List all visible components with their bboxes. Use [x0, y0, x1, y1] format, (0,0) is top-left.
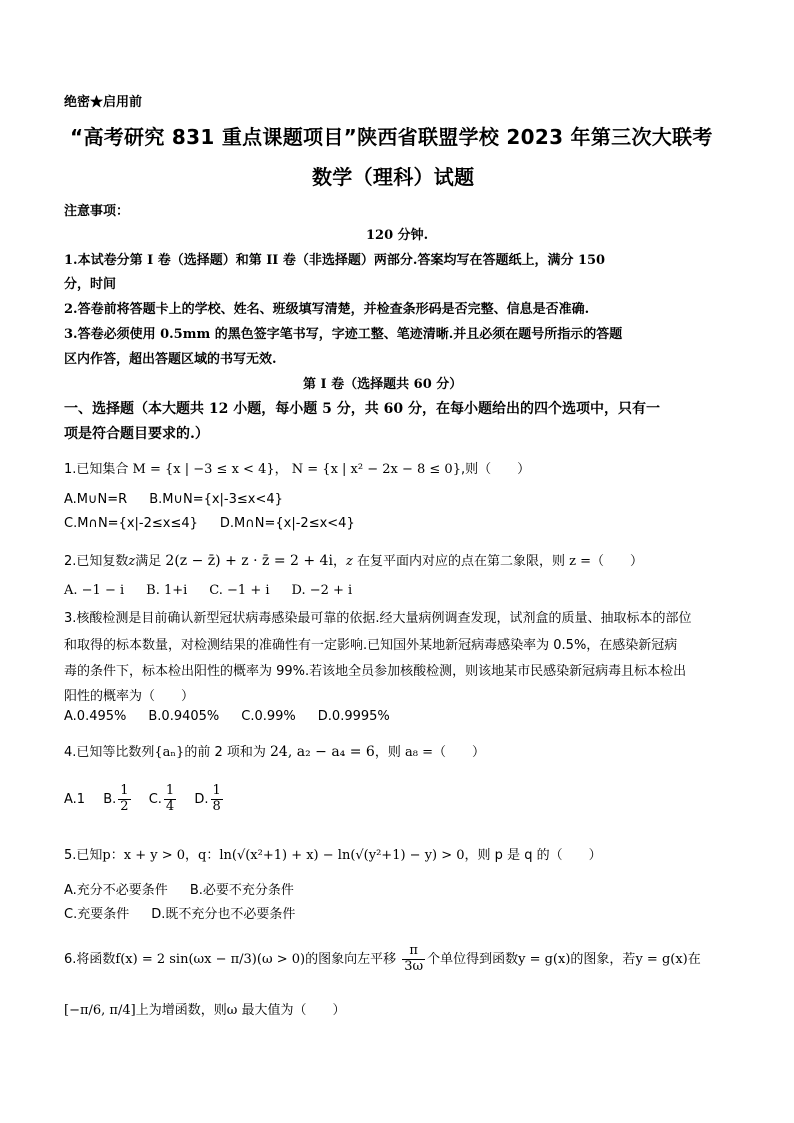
q4-seq: {aₙ}	[154, 745, 185, 760]
q4-option-d-label: D.	[194, 791, 209, 807]
q2-ask: z =（ ）	[569, 554, 643, 569]
q1-option-c: C.M∩N={x|-2≤x≤4}	[64, 516, 198, 531]
q6-shift-den: 3ω	[404, 958, 424, 974]
q4-option-d-frac	[211, 784, 223, 815]
q6-stem-mid4: 在	[687, 951, 701, 967]
notes-item-1a: 1.本试卷分第 I 卷（选择题）和第 II 卷（非选择题）两部分.答案均写在答题纸上，满分 150	[64, 253, 606, 268]
q3-option-a: A.0.495%	[64, 709, 127, 724]
q5-q: q：ln(√(x²+1) + x) − ln(√(y²+1) − y) > 0	[198, 848, 465, 863]
q3-option-c: C.0.99%	[241, 709, 296, 724]
q4-option-d	[194, 784, 224, 815]
q6-gfunc2: y = g(x)	[635, 951, 688, 967]
q5-option-d: D.既不充分也不必要条件	[151, 907, 296, 922]
confidential-label: 绝密★启用前	[64, 95, 143, 110]
section-heading-a: 一、选择题（本大题共 12 小题，每小题 5 分，共 60 分，在每小题给出的四个选项中，只有一	[64, 401, 660, 417]
q4-stem-post: ，则	[374, 745, 401, 760]
q4-option-a: A.1	[64, 791, 86, 807]
q3-option-d: D.0.9995%	[317, 709, 390, 724]
exam-subtitle: 数学（理科）试题	[312, 165, 475, 189]
notes-item-1b: 分，时间	[64, 277, 117, 292]
q4-option-c-label: C.	[148, 791, 162, 807]
notes-item-3a: 3.答卷必须使用 0.5mm 的黑色签字笔书写，字迹工整、笔迹清晰.并且必须在题号所指示的答题	[64, 327, 623, 342]
q5-option-b: B.必要不充分条件	[189, 883, 294, 898]
question-3-line-2: 和取得的标本数量，对检测结果的准确性有一定影响.已知国外某地新冠病毒感染率为 0.5%，在感染新冠病	[64, 638, 678, 653]
question-2-stem: 2.已知复数z满足 2(z − z̄) + z · z̄ = 2 + 4i，z 在复平面内对应的点在第二象限，则 z =（ ）	[64, 553, 643, 569]
q6-stem-mid3: 的图象，若	[570, 951, 636, 967]
q2-stem-mid: 满足	[135, 554, 162, 569]
notes-heading: 注意事项：	[64, 204, 130, 219]
q2-var: z	[128, 554, 136, 569]
q2-equation: 2(z − z̄) + z · z̄ = 2 + 4i	[165, 553, 333, 569]
question-1-options-row2	[64, 516, 377, 531]
q2-option-d: D. −2 + i	[291, 583, 353, 598]
q2-stem-pre: 2.已知复数	[64, 554, 129, 569]
q1-set-n: N = {x | x² − 2x − 8 ≤ 0}	[291, 462, 461, 477]
q6-stem-post: 上为增函数，则	[135, 1003, 227, 1018]
q2-option-a: A. −1 − i	[64, 583, 125, 598]
q6-func: f(x) = 2 sin(ωx − π/3)(ω > 0)	[115, 951, 306, 967]
q1-option-a: A.M∪N=R	[64, 492, 128, 507]
q5-option-c: C.充要条件	[64, 907, 130, 922]
q6-stem-pre: 6.将函数	[64, 951, 116, 967]
q4-option-c-frac	[164, 784, 176, 815]
question-3-line-1: 3.核酸检测是目前确认新型冠状病毒感染最可靠的依据.经大量病例调查发现，试剂盒的质量、抽取标本的部位	[64, 611, 692, 626]
section-heading-b: 项是符合题目要求的.）	[64, 426, 209, 442]
question-2-options	[64, 583, 374, 598]
question-5-options-row2	[64, 903, 317, 922]
q5-stem-post: ，则 p 是 q 的（ ）	[464, 848, 602, 863]
question-6-stem-line1	[64, 944, 701, 975]
q1-stem-post: ,则（ ）	[460, 462, 531, 477]
question-3-line-3: 毒的条件下，标本检出阳性的概率为 99%.若该地全员参加核酸检测，则该地某市民感染新冠病毒且标本检出	[64, 664, 687, 679]
exam-title: “高考研究 831 重点课题项目”陕西省联盟学校 2023 年第三次大联考	[70, 125, 713, 149]
question-1-options-row1	[64, 492, 305, 507]
q4-d-num: 1	[212, 783, 221, 798]
q4-option-c	[149, 784, 179, 815]
q6-shift-frac	[402, 944, 425, 975]
q4-ask: a₈ =（ ）	[404, 745, 485, 760]
q2-stem-post: 在复平面内对应的点在第二象限，则	[356, 554, 565, 569]
q1-option-b: B.M∪N={x|-3≤x<4}	[149, 492, 283, 507]
q5-option-a: A.充分不必要条件	[64, 883, 168, 898]
q4-c-num: 1	[165, 783, 175, 798]
q2-stem-mid2: ，	[332, 554, 346, 569]
q4-option-b-label: B.	[103, 791, 117, 807]
question-6-stem-line2	[64, 999, 345, 1018]
q2-option-b: B. 1+i	[146, 583, 188, 598]
q4-c-den: 4	[165, 798, 175, 814]
notes-item-3b: 区内作答，超出答题区域的书写无效.	[64, 352, 277, 367]
q4-b-num: 1	[120, 783, 129, 798]
q4-b-den: 2	[120, 798, 129, 814]
question-5-stem: 5.已知p：x + y > 0，q：ln(√(x²+1) + x) − ln(√(y²+1) − y) > 0，则 p 是 q 的（ ）	[64, 848, 602, 863]
q1-stem-pre: 1.已知集合	[64, 462, 129, 477]
q3-option-b: B.0.9405%	[148, 709, 220, 724]
q5-stem-pre: 5.已知	[64, 848, 103, 863]
notes-time: 120 分钟.	[366, 228, 429, 243]
q4-option-b-frac	[118, 784, 130, 815]
question-4-options	[64, 784, 225, 815]
q1-option-d: D.M∩N={x|-2≤x<4}	[219, 516, 355, 531]
part-heading: 第 I 卷（选择题共 60 分）	[303, 377, 463, 392]
q5-p: p：x + y > 0	[102, 848, 185, 863]
q4-d-den: 8	[212, 798, 221, 814]
q4-stem-mid: 的前 2 项和为	[184, 745, 266, 760]
question-4-stem	[64, 741, 485, 760]
question-3-line-4: 阳性的概率为（ ）	[64, 689, 195, 704]
q6-stem-mid2: 个单位得到函数	[427, 951, 519, 967]
q6-interval: [−π/6, π/4]	[64, 1003, 136, 1018]
q4-cond: 24, a₂ − a₄ = 6	[270, 744, 375, 760]
q4-stem-pre: 4.已知等比数列	[64, 745, 155, 760]
question-3-options	[64, 709, 412, 724]
q1-set-m: M = {x | −3 ≤ x < 4}	[132, 462, 275, 477]
q6-gfunc: y = g(x)	[518, 951, 571, 967]
question-5-options-row1	[64, 879, 316, 898]
q4-option-b	[103, 784, 132, 815]
question-1-stem: 1.已知集合 M = {x | −3 ≤ x < 4}， N = {x | x² − 2x − 8 ≤ 0},则（ ）	[64, 462, 531, 477]
q6-ask: ω 最大值为（ ）	[226, 1003, 346, 1018]
q2-option-c: C. −1 + i	[209, 583, 270, 598]
notes-item-2: 2.答卷前将答题卡上的学校、姓名、班级填写清楚，并检查条形码是否完整、信息是否准确.	[64, 302, 590, 317]
q6-stem-mid: 的图象向左平移	[305, 951, 397, 967]
q6-shift-num: π	[402, 944, 425, 960]
